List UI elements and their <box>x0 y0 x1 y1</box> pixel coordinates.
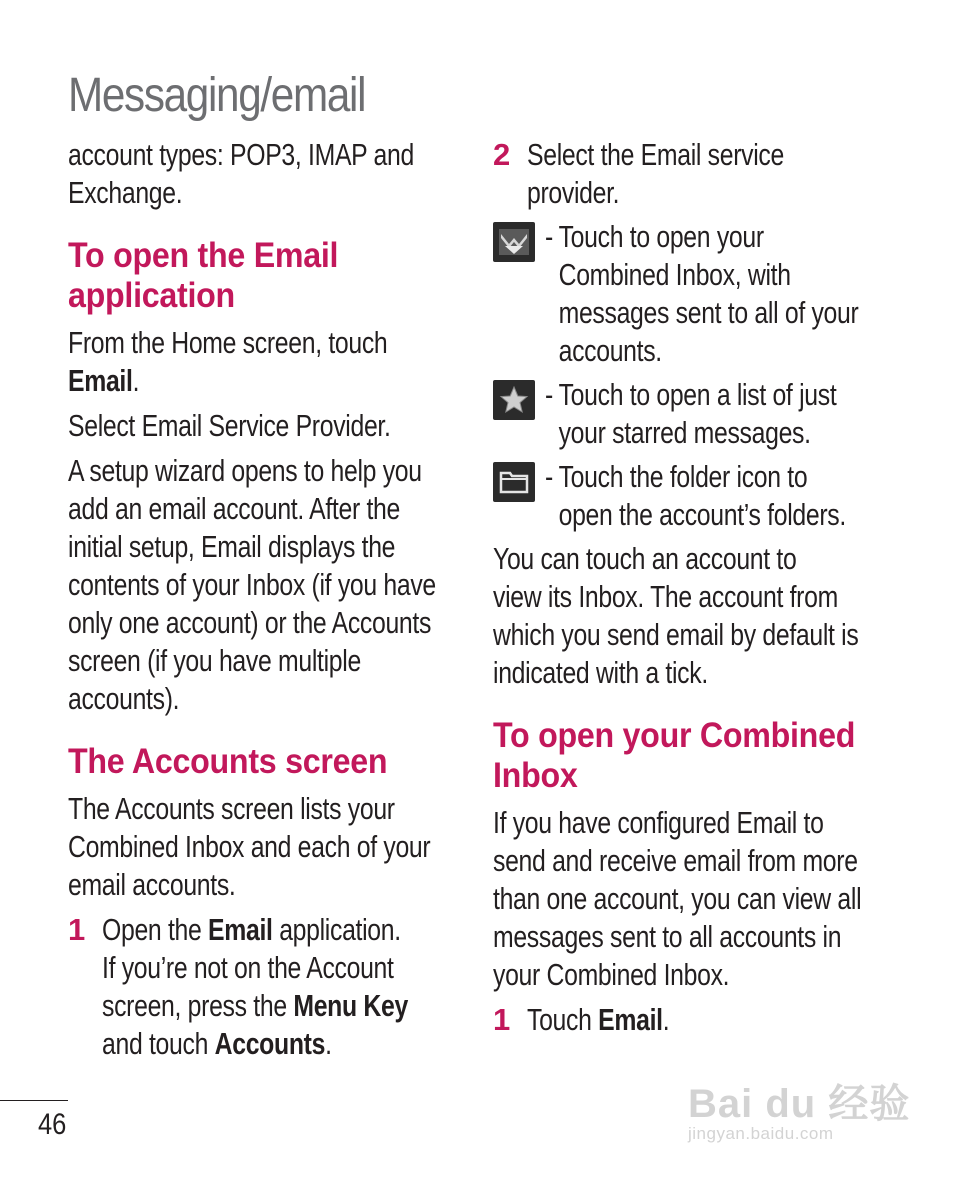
intro-paragraph: account types: POP3, IMAP and Exchange. <box>68 137 414 210</box>
star-icon <box>493 380 535 420</box>
touch-account-paragraph: You can touch an account to view its Inbox. The account from which you send email by default is indicated with a tick. <box>493 541 859 690</box>
step-number: 1 <box>68 912 86 947</box>
step-number: 1 <box>493 1002 511 1037</box>
step-touch-email: 1 Touch Email. <box>493 1002 670 1037</box>
combined-inbox-icon <box>493 222 535 262</box>
starred-item: - Touch to open a list of just your starred messages. <box>493 376 893 452</box>
heading-accounts-screen: The Accounts screen <box>68 742 388 781</box>
combined-inbox-item: - Touch to open your Combined Inbox, with messages sent to all of your accounts. <box>493 218 893 370</box>
watermark-url: jingyan.baidu.com <box>688 1124 834 1143</box>
left-column <box>68 136 453 1069</box>
right-column <box>493 136 893 1045</box>
setup-wizard-paragraph: A setup wizard opens to help you add an email account. After the initial setup, Email displays the contents of your Inbox (if you have only one account) or the Accounts screen (if you have multiple accounts). <box>68 453 436 716</box>
select-provider-paragraph: Select Email Service Provider. <box>68 408 391 443</box>
watermark-main: Bai du 经验 <box>688 1082 911 1126</box>
step-number: 2 <box>493 137 511 172</box>
baidu-watermark <box>688 1052 918 1162</box>
combined-inbox-paragraph: If you have configured Email to send and receive email from more than one account, you can view all messages sent to all accounts in your Combined Inbox. <box>493 805 862 992</box>
step-open-email-app: 1 Open the Email application. If you’re not on the Account screen, press the Menu Key and touch Accounts. <box>68 912 408 1061</box>
page-title: Messaging/email <box>68 69 366 122</box>
step-select-provider: 2 Select the Email service provider. <box>493 137 784 210</box>
accounts-paragraph: The Accounts screen lists your Combined Inbox and each of your email accounts. <box>68 791 431 902</box>
home-screen-paragraph: From the Home screen, touch Email. <box>68 325 388 398</box>
page-number: 46 <box>38 1108 67 1141</box>
heading-combined-inbox: To open your Combined Inbox <box>493 716 856 795</box>
footer-rule <box>0 1100 68 1101</box>
folder-item: - Touch the folder icon to open the account’s folders. <box>493 458 893 534</box>
folder-icon <box>493 462 535 502</box>
heading-open-email: To open the Email application <box>68 236 339 315</box>
